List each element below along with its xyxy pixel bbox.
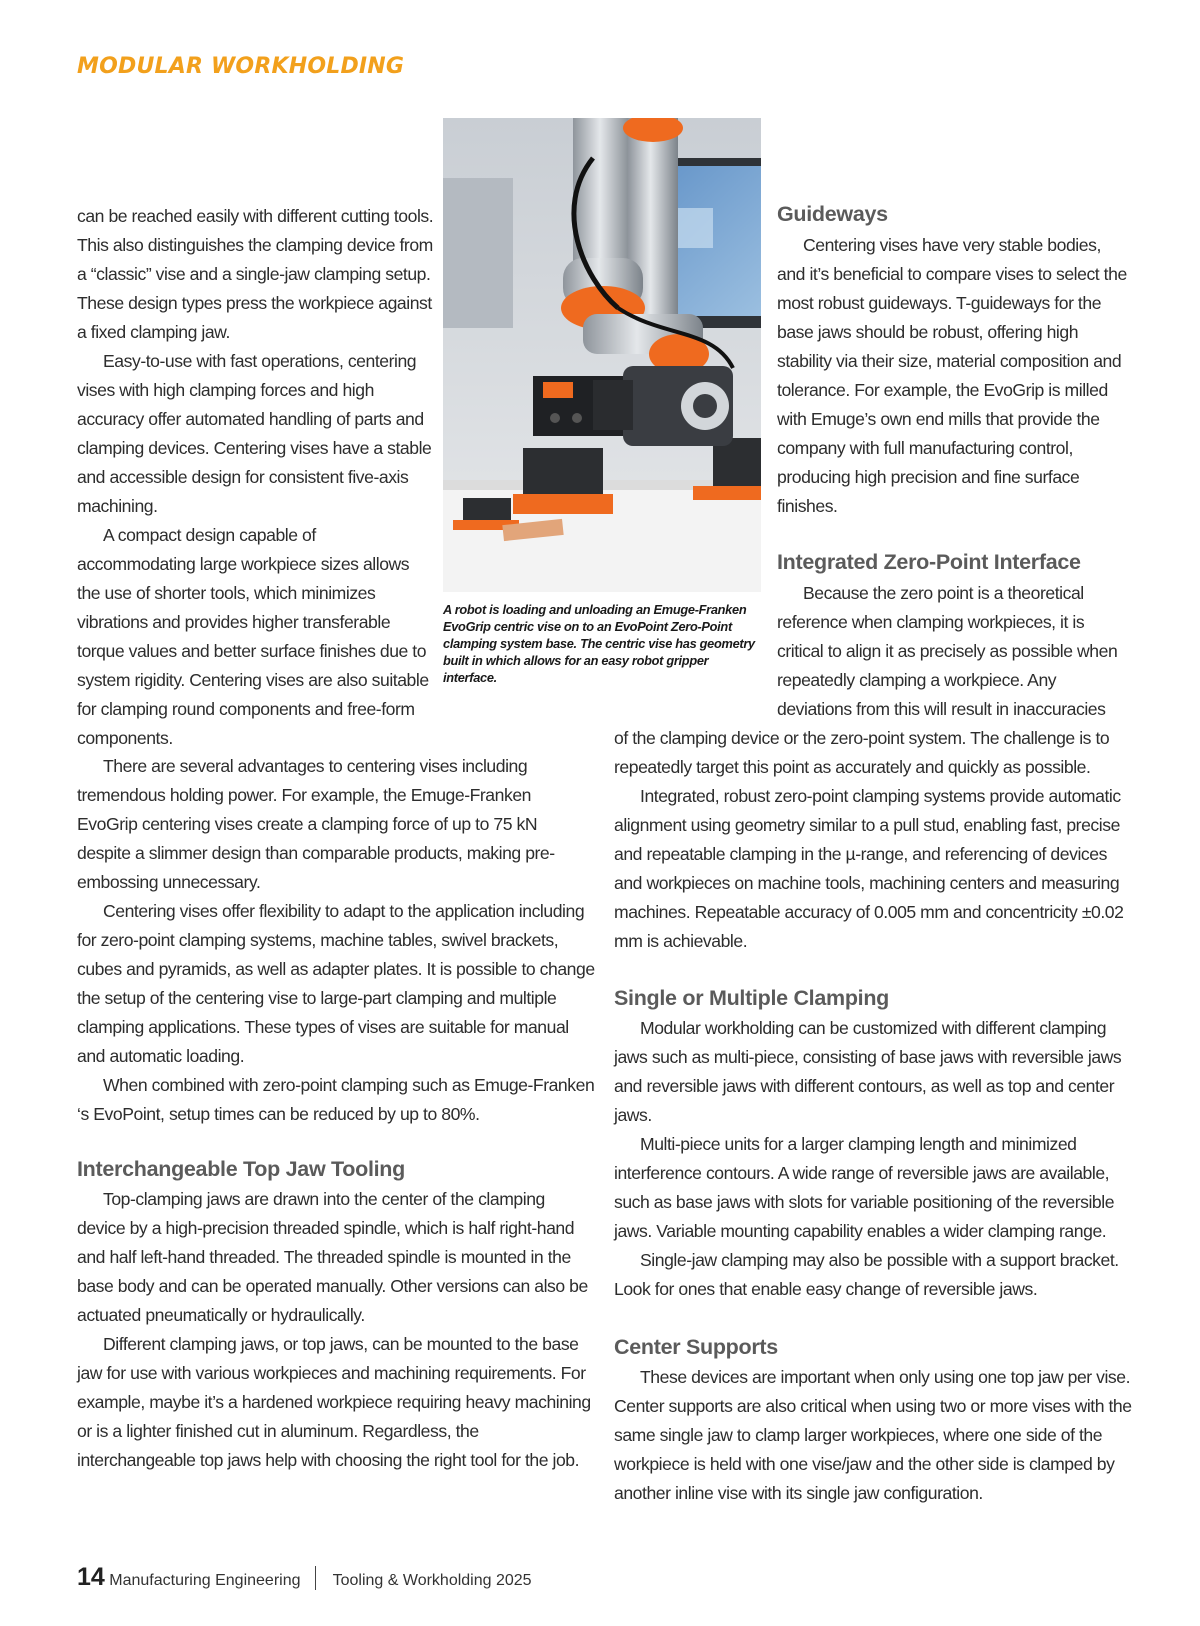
paragraph: Easy-to-use with fast operations, centering vises with high clamping forces and high accuracy offer automated handling of parts and clamping devices. Centering vises have a stable and accessible design for consistent five-axis machining. — [77, 351, 432, 516]
footer-divider — [315, 1566, 317, 1590]
paragraph: Different clamping jaws, or top jaws, can be mounted to the base jaw for use with various workpieces and machining requirements. For example, maybe it’s a hardened workpiece requiring heavy machining or is a lighter finished cut in aluminum. Regardless, the interchangeable top jaws help with choosing the right tool for the job. — [77, 1334, 591, 1470]
paragraph: Centering vises offer flexibility to adapt to the application including for zero-point clamping systems, machine tables, swivel brackets, cubes and pyramids, as well as adapter plates. It is possible to change the setup of the centering vise to large-part clamping and multiple clamping applications. These types of vises are suitable for manual and automatic loading. — [77, 901, 595, 1066]
left-column-top — [77, 202, 435, 753]
magazine-name: Manufacturing Engineering — [109, 1572, 301, 1589]
paragraph: When combined with zero-point clamping such as Emuge-Franken ‘s EvoPoint, setup times can be reduced by up to 80%. — [77, 1075, 595, 1124]
page-number: 14 — [77, 1563, 105, 1591]
section-tag: MODULAR WORKHOLDING — [77, 54, 405, 79]
paragraph: These devices are important when only using one top jaw per vise. Center supports are also critical when using two or more vises with the same single jaw to clamp larger workpieces, where one side of the workpiece is held with one vise/jaw and the other side is clamped by another inline vise with its single jaw configuration. — [614, 1367, 1132, 1503]
paragraph: Centering vises have very stable bodies, and it’s beneficial to compare vises to select the most robust guideways. T-guideways for the base jaws should be robust, offering high stability via their size, material composition and tolerance. For example, the EvoGrip is milled with Emuge’s own end mills that provide the company with full manufacturing control, producing high precision and fine surface finishes. — [777, 235, 1127, 516]
interchangeable-body — [77, 1185, 595, 1475]
paragraph: Single-jaw clamping may also be possible with a support bracket. Look for ones that enable easy change of reversible jaws. — [614, 1250, 1119, 1299]
heading-guideways: Guideways — [777, 202, 888, 226]
guideways-body — [777, 231, 1132, 521]
issue-name: Tooling & Workholding 2025 — [332, 1572, 532, 1589]
zero-point-body — [777, 579, 1132, 724]
right-column-bottom — [614, 724, 1132, 956]
paragraph: There are several advantages to centering vises including tremendous holding power. For example, the Emuge-Franken EvoGrip centering vises create a clamping force of up to 75 kN despite a slimmer design than comparable products, making pre-embossing unnecessary. — [77, 756, 555, 892]
paragraph: Top-clamping jaws are drawn into the center of the clamping device by a high-precision threaded spindle, which is half right-hand and half left-hand threaded. The threaded spindle is mounted in the base body and can be operated manually. Other versions can also be actuated pneumatically or hydraulically. — [77, 1189, 588, 1325]
paragraph: Because the zero point is a theoretical reference when clamping workpieces, it is critical to align it as precisely as possible when repeatedly clamping a workpiece. Any deviations from this will result in inaccuracies — [777, 583, 1118, 719]
robot-illustration — [443, 118, 761, 592]
paragraph: Modular workholding can be customized with different clamping jaws such as multi-piece, consisting of base jaws with reversible jaws and reversible jaws with different contours, as well as top and center jaws. — [614, 1018, 1122, 1125]
paragraph: of the clamping device or the zero-point system. The challenge is to repeatedly target this point as accurately and quickly as possible. — [614, 728, 1110, 777]
single-multiple-body — [614, 1014, 1132, 1304]
paragraph: Integrated, robust zero-point clamping systems provide automatic alignment using geometry similar to a pull stud, enabling fast, precise and repeatable clamping in the µ-range, and referencing of devices and workpieces on machine tools, machining centers and measuring machines. Repeatable accuracy of 0.005 mm and concentricity ±0.02 mm is achievable. — [614, 786, 1124, 951]
heading-center-supports: Center Supports — [614, 1335, 778, 1359]
left-column-bottom — [77, 752, 595, 1129]
center-supports-body — [614, 1363, 1132, 1508]
photo-caption: A robot is loading and unloading an Emuge-Franken EvoGrip centric vise on to an EvoPoint Zero-Point clamping system base. The centric vise has geometry built in which allows for an easy robot gripper interface. — [443, 602, 755, 685]
paragraph: can be reached easily with different cutting tools. This also distinguishes the clamping device from a “classic” vise and a single-jaw clamping setup. These design types press the workpiece against a fixed clamping jaw. — [77, 206, 434, 342]
page-footer — [77, 1563, 532, 1592]
paragraph: Multi-piece units for a larger clamping length and minimized interference contours. A wide range of reversible jaws are available, such as base jaws with slots for variable positioning of the reversible jaws. Variable mounting capability enables a wider clamping range. — [614, 1134, 1115, 1241]
heading-integrated-zero-point-interface: Integrated Zero-Point Interface — [777, 550, 1081, 574]
heading-interchangeable-top-jaw-tooling: Interchangeable Top Jaw Tooling — [77, 1157, 405, 1181]
robot-vise-photo — [443, 118, 761, 592]
paragraph: A compact design capable of accommodating large workpiece sizes allows the use of shorter tools, which minimizes vibrations and provides higher transferable torque values and better surface finishes due to system rigidity. Centering vises are also suitable for clamping round components and free-form components. — [77, 525, 429, 748]
heading-single-or-multiple-clamping: Single or Multiple Clamping — [614, 986, 889, 1010]
